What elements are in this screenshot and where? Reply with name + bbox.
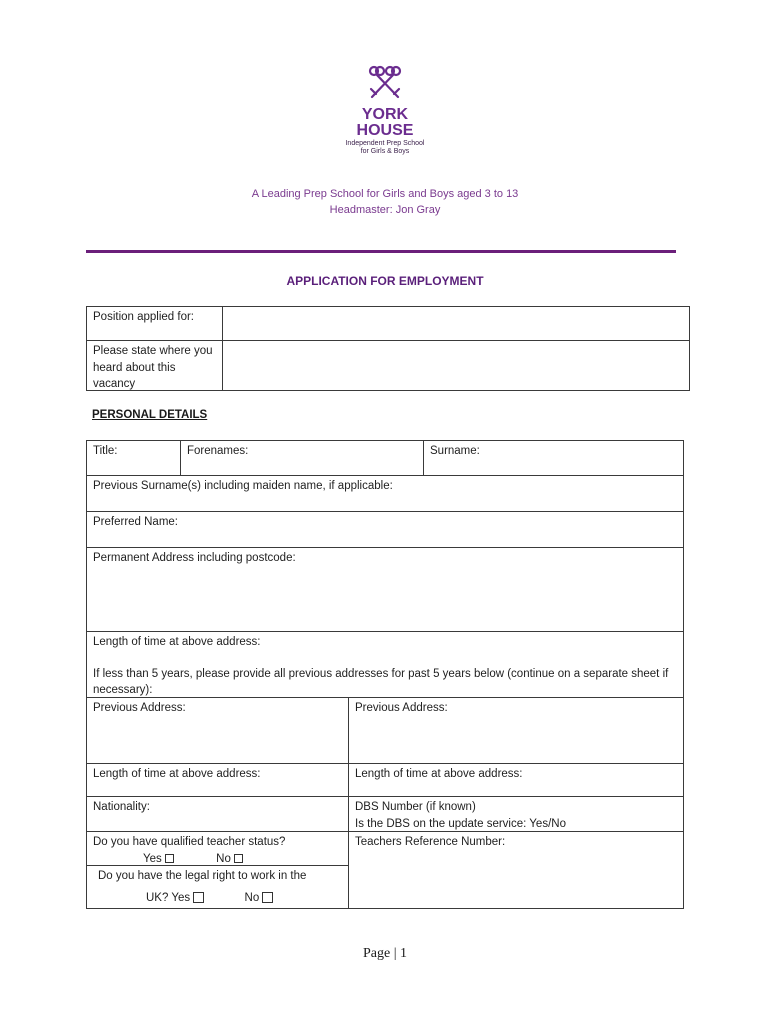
surname-label: Surname: — [430, 445, 480, 457]
personal-details-heading: PERSONAL DETAILS — [92, 409, 208, 421]
school-tagline: A Leading Prep School for Girls and Boys aged 3 to 13 — [251, 188, 519, 200]
legal-right-yes-label: UK? Yes — [146, 891, 191, 904]
header-divider — [86, 250, 676, 253]
dbs-update-label: Is the DBS on the update service: Yes/No — [355, 817, 566, 830]
forenames-field[interactable] — [180, 440, 424, 476]
previous-surnames-field[interactable] — [86, 475, 684, 512]
previous-address-2-field[interactable] — [348, 697, 684, 764]
heard-input[interactable] — [222, 340, 690, 391]
heard-label: Please state where you heard about this vacancy — [93, 345, 213, 390]
form-title: APPLICATION FOR EMPLOYMENT — [286, 274, 484, 288]
qts-label: Do you have qualified teacher status? — [93, 836, 286, 848]
legal-right-label: Do you have the legal right to work in the — [98, 870, 307, 882]
previous-surnames-label: Previous Surname(s) including maiden name, if applicable: — [93, 480, 393, 492]
permanent-address-field[interactable] — [86, 547, 684, 632]
heard-label-cell — [86, 340, 223, 391]
legal-right-field — [86, 865, 349, 909]
dbs-number-label: DBS Number (if known) — [355, 801, 476, 813]
previous-address-1-label: Previous Address: — [93, 702, 186, 714]
surname-field[interactable] — [423, 440, 684, 476]
legal-right-no-checkbox[interactable] — [262, 892, 273, 903]
length-time-field[interactable] — [86, 631, 684, 698]
headmaster-line: Headmaster: Jon Gray — [329, 204, 441, 216]
logo-subtitle-2: for Girls & Boys — [360, 148, 410, 155]
page-number: Page | 1 — [362, 946, 408, 961]
length-time-2-label: Length of time at above address: — [355, 768, 523, 780]
previous-address-2-label: Previous Address: — [355, 702, 448, 714]
qts-yes-label: Yes — [143, 852, 162, 865]
logo-line-york: YORK — [361, 106, 409, 123]
nationality-field[interactable] — [86, 796, 349, 832]
title-label: Title: — [93, 445, 118, 457]
length-time-1-field[interactable] — [86, 763, 349, 797]
length-time-2-field[interactable] — [348, 763, 684, 797]
position-label-cell — [86, 306, 223, 341]
qts-no-label: No — [216, 852, 231, 865]
qts-field — [86, 831, 349, 866]
dbs-field[interactable] — [348, 796, 684, 832]
legal-right-yes-checkbox[interactable] — [193, 892, 204, 903]
preferred-name-field[interactable] — [86, 511, 684, 548]
position-input[interactable] — [222, 306, 690, 341]
length-time-label: Length of time at above address: — [93, 636, 261, 648]
teacher-reference-label: Teachers Reference Number: — [355, 836, 506, 848]
qts-no-checkbox[interactable] — [234, 854, 243, 863]
teacher-reference-field[interactable] — [348, 831, 684, 909]
position-label: Position applied for: — [93, 311, 195, 323]
crossed-keys-icon — [366, 64, 404, 100]
legal-right-no-label: No — [244, 891, 260, 904]
title-field[interactable] — [86, 440, 181, 476]
logo-line-house: HOUSE — [356, 122, 414, 139]
forenames-label: Forenames: — [187, 445, 249, 457]
nationality-label: Nationality: — [93, 801, 150, 813]
logo-subtitle-1: Independent Prep School — [345, 140, 425, 147]
qts-yes-checkbox[interactable] — [165, 854, 174, 863]
previous-address-1-field[interactable] — [86, 697, 349, 764]
permanent-address-label: Permanent Address including postcode: — [93, 552, 296, 564]
preferred-name-label: Preferred Name: — [93, 516, 179, 528]
length-time-1-label: Length of time at above address: — [93, 768, 261, 780]
less-than-five-years-note: If less than 5 years, please provide all previous addresses for past 5 years below (continue on a separate sheet if necessary): — [93, 667, 669, 696]
